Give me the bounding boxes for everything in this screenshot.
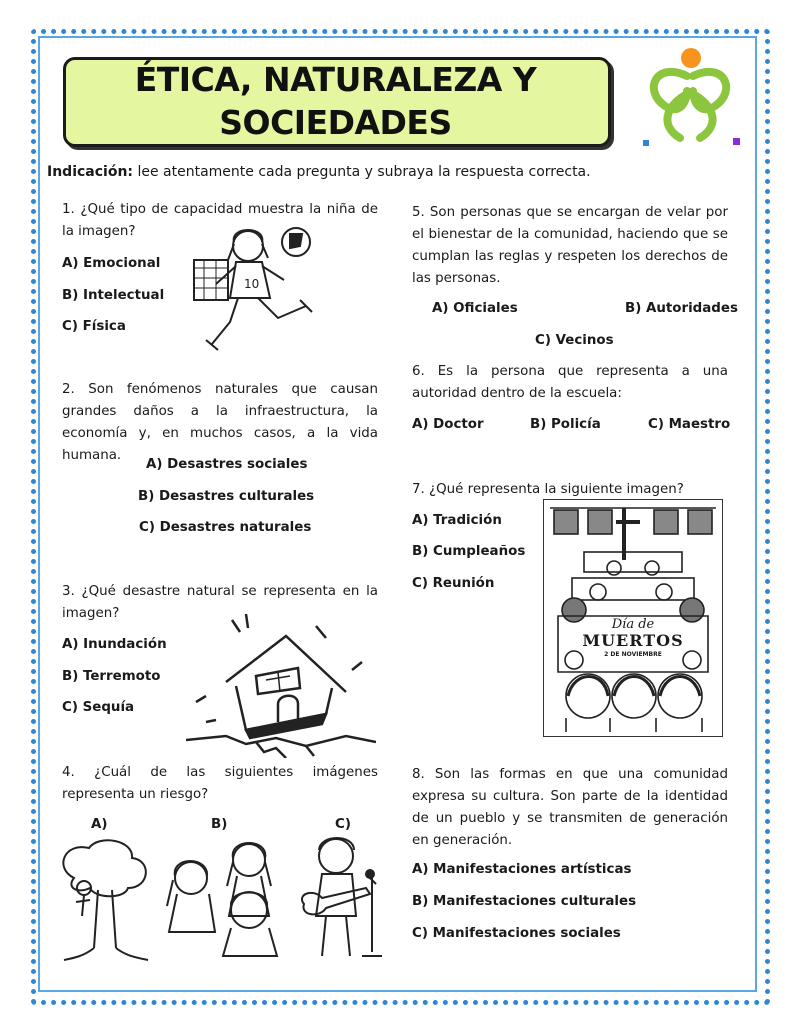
q4-option-a[interactable]: A) <box>91 817 108 832</box>
page-title <box>63 58 608 144</box>
earthquake-house-image <box>186 612 376 758</box>
question-1: 1. ¿Qué tipo de capacidad muestra la niña de la imagen? <box>62 202 378 239</box>
instruction-label: Indicación: <box>47 164 134 180</box>
q5-option-c[interactable]: C) Vecinos <box>535 333 614 348</box>
q6-option-c[interactable]: C) Maestro <box>648 417 731 432</box>
q1-option-b[interactable]: B) Intelectual <box>62 288 165 303</box>
question-2: 2. Son fenómenos naturales que causan grandes daños a la infraestructura, la economía y, en muchos casos, a la vida humana. <box>62 382 378 463</box>
boy-playing-guitar-image <box>296 832 400 960</box>
day-of-the-dead-poster <box>543 499 723 737</box>
q8-option-c[interactable]: C) Manifestaciones sociales <box>412 926 621 941</box>
instruction-text: lee atentamente cada pregunta y subraya la respuesta correcta. <box>133 164 591 180</box>
question-4: 4. ¿Cuál de las siguientes imágenes representa un riesgo? <box>62 765 378 802</box>
q7-option-b[interactable]: B) Cumpleaños <box>412 544 526 559</box>
q1-option-c[interactable]: C) Física <box>62 319 126 334</box>
poster-date: 2 DE NOVIEMBRE <box>604 651 662 658</box>
q2-option-a[interactable]: A) Desastres sociales <box>146 457 308 472</box>
q2-option-b[interactable]: B) Desastres culturales <box>138 489 315 504</box>
q3-option-b[interactable]: B) Terremoto <box>62 669 161 684</box>
q5-option-b[interactable]: B) Autoridades <box>625 301 738 316</box>
title-line-1: ÉTICA, NATURALEZA Y <box>134 60 537 99</box>
q8-option-a[interactable]: A) Manifestaciones artísticas <box>412 862 632 877</box>
q3-option-c[interactable]: C) Sequía <box>62 700 135 715</box>
q6-option-a[interactable]: A) Doctor <box>412 417 484 432</box>
q1-option-a[interactable]: A) Emocional <box>62 256 161 271</box>
instruction-line <box>47 164 591 180</box>
q2-option-c[interactable]: C) Desastres naturales <box>139 520 312 535</box>
q4-option-c[interactable]: C) <box>335 817 351 832</box>
sprout-logo-icon <box>635 46 745 150</box>
q4-option-b[interactable]: B) <box>211 817 228 832</box>
question-5: 5. Son personas que se encargan de velar por el bienestar de la comunidad, haciendo que se cumplan las reglas y respeten los derechos de las personas. <box>412 205 728 286</box>
question-6: 6. Es la persona que representa a una autoridad dentro de la escuela: <box>412 364 728 401</box>
q6-option-b[interactable]: B) Policía <box>530 417 601 432</box>
q3-option-a[interactable]: A) Inundación <box>62 637 167 652</box>
question-3: 3. ¿Qué desastre natural se representa en la imagen? <box>62 584 378 621</box>
question-7: 7. ¿Qué representa la siguiente imagen? <box>412 482 684 497</box>
girl-playing-soccer-image <box>190 222 318 362</box>
q7-option-c[interactable]: C) Reunión <box>412 576 495 591</box>
q8-option-b[interactable]: B) Manifestaciones culturales <box>412 894 637 909</box>
question-8: 8. Son las formas en que una comunidad expresa su cultura. Son parte de la identidad de un pueblo y se transmiten de generación en generación. <box>412 767 728 848</box>
children-sitting-image <box>157 836 291 960</box>
q5-option-a[interactable]: A) Oficiales <box>432 301 518 316</box>
svg-text:10: 10 <box>244 277 260 291</box>
child-climbing-tree-image <box>54 838 154 962</box>
title-line-2: SOCIEDADES <box>219 103 452 142</box>
poster-title-line-1: Día de <box>611 617 655 632</box>
poster-title-line-2: MUERTOS <box>582 631 684 650</box>
q7-option-a[interactable]: A) Tradición <box>412 513 502 528</box>
